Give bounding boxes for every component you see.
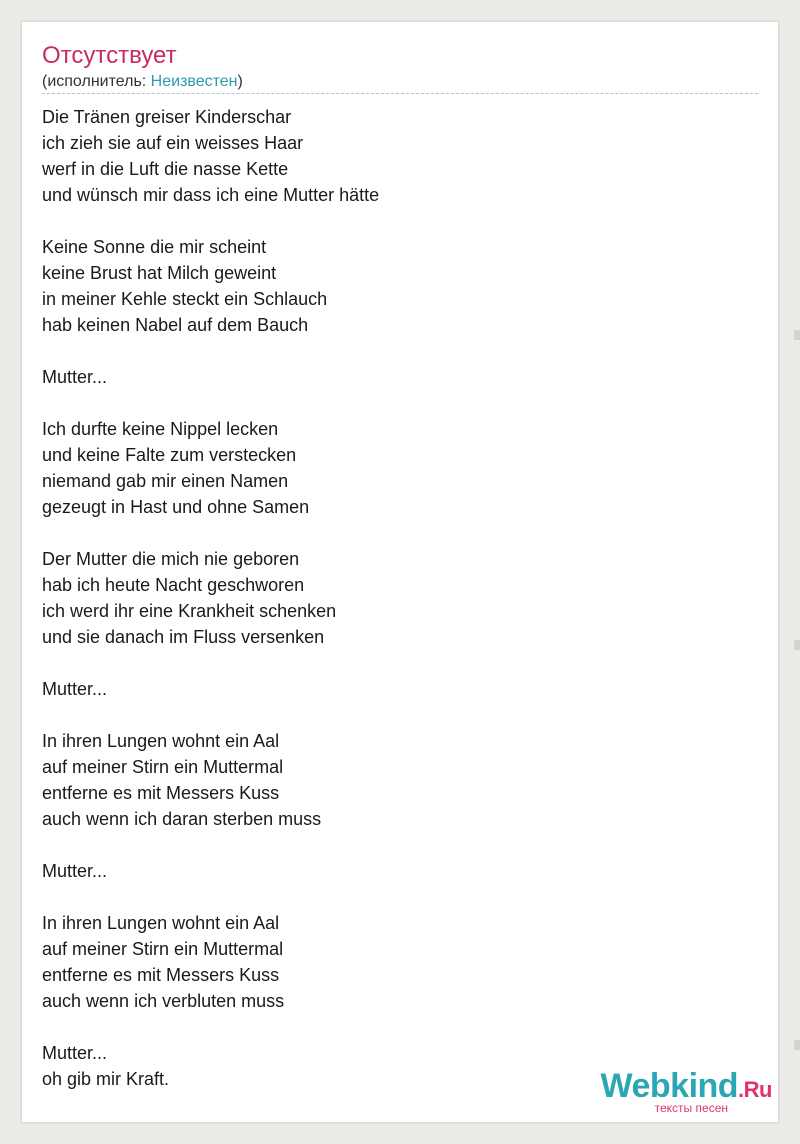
page-edge-mark — [794, 640, 800, 650]
lyrics-stanza — [42, 234, 742, 338]
lyrics-line: In ihren Lungen wohnt ein Aal — [42, 913, 280, 933]
page-edge-mark — [794, 330, 800, 340]
lyrics-line: Keine Sonne die mir scheint — [42, 237, 267, 257]
lyrics-line: In ihren Lungen wohnt ein Aal — [42, 731, 280, 751]
lyrics-line: und keine Falte zum verstecken — [42, 445, 297, 465]
artist-suffix: ) — [237, 73, 243, 90]
page-edge-mark — [794, 1040, 800, 1050]
lyrics-stanza — [42, 910, 742, 1014]
lyrics-line: ich werd ihr eine Krankheit schenken — [42, 601, 337, 621]
logo-tagline: тексты песен — [654, 1101, 728, 1115]
lyrics-line: entferne es mit Messers Kuss — [42, 965, 280, 985]
webkind-logo[interactable] — [572, 1066, 772, 1114]
lyrics-line: Mutter... — [42, 367, 108, 387]
lyrics-line: oh gib mir Kraft. — [42, 1069, 170, 1089]
lyrics-line: hab ich heute Nacht geschworen — [42, 575, 305, 595]
artist-prefix: (исполнитель: — [42, 73, 151, 90]
lyrics-line: keine Brust hat Milch geweint — [42, 263, 277, 283]
artist-link[interactable]: Неизвестен — [150, 73, 238, 90]
lyrics-stanza — [42, 676, 742, 702]
lyrics-line: gezeugt in Hast und ohne Samen — [42, 497, 310, 517]
lyrics-body — [42, 104, 742, 1118]
logo-name: Webkind — [600, 1067, 739, 1105]
lyrics-line: werf in die Luft die nasse Kette — [42, 159, 289, 179]
lyrics-line: auch wenn ich daran sterben muss — [42, 809, 322, 829]
lyrics-line: in meiner Kehle steckt ein Schlauch — [42, 289, 328, 309]
lyrics-line: auf meiner Stirn ein Muttermal — [42, 939, 284, 959]
lyrics-line: hab keinen Nabel auf dem Bauch — [42, 315, 309, 335]
title-divider — [42, 93, 758, 94]
lyrics-line: Mutter... — [42, 861, 108, 881]
artist-line — [42, 72, 243, 92]
logo-tld: .Ru — [738, 1077, 772, 1102]
lyrics-line: auf meiner Stirn ein Muttermal — [42, 757, 284, 777]
song-title: Отсутствует — [42, 42, 177, 69]
lyrics-stanza — [42, 546, 742, 650]
lyrics-line: ich zieh sie auf ein weisses Haar — [42, 133, 304, 153]
lyrics-line: Mutter... — [42, 1043, 108, 1063]
lyrics-line: niemand gab mir einen Namen — [42, 471, 289, 491]
lyrics-stanza — [42, 858, 742, 884]
lyrics-line: Mutter... — [42, 679, 108, 699]
lyrics-stanza — [42, 104, 742, 208]
lyrics-line: auch wenn ich verbluten muss — [42, 991, 285, 1011]
lyrics-line: entferne es mit Messers Kuss — [42, 783, 280, 803]
lyrics-stanza — [42, 728, 742, 832]
lyrics-line: und wünsch mir dass ich eine Mutter hätte — [42, 185, 380, 205]
lyrics-line: Der Mutter die mich nie geboren — [42, 549, 300, 569]
lyrics-page — [22, 22, 778, 1122]
lyrics-line: Ich durfte keine Nippel lecken — [42, 419, 279, 439]
lyrics-line: und sie danach im Fluss versenken — [42, 627, 325, 647]
lyrics-line: Die Tränen greiser Kinderschar — [42, 107, 292, 127]
lyrics-stanza — [42, 416, 742, 520]
lyrics-stanza — [42, 364, 742, 390]
